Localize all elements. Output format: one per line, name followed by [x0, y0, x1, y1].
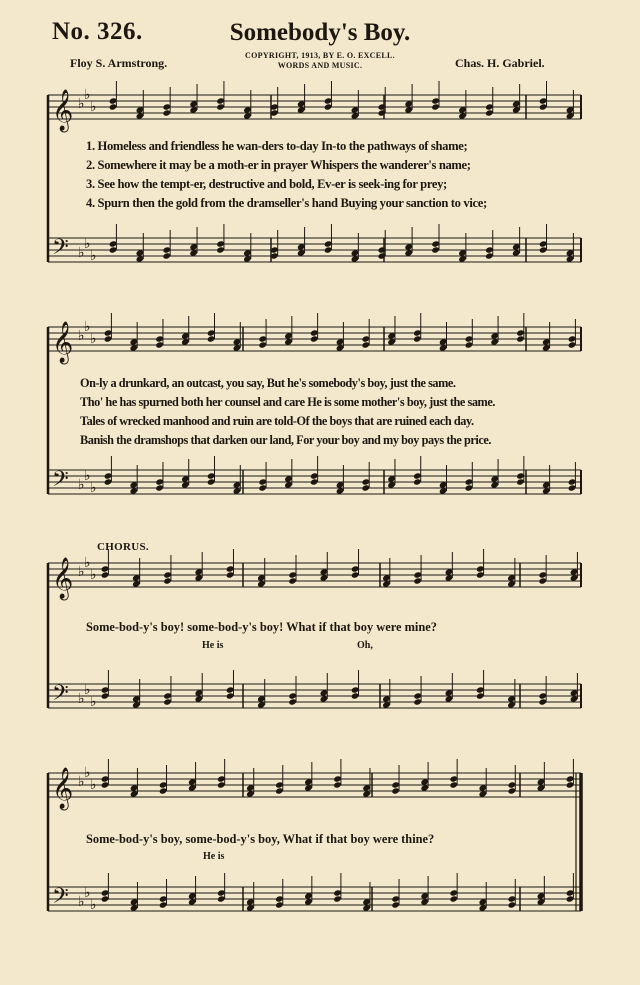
flat-sign: ♭: [84, 885, 91, 901]
flat-sign: ♭: [90, 897, 97, 913]
bass-cue-text: He is: [203, 851, 225, 862]
treble-clef: 𝄞: [52, 558, 74, 599]
flat-sign: ♭: [90, 248, 97, 264]
treble-clef: 𝄞: [52, 322, 74, 363]
flat-sign: ♭: [84, 87, 91, 103]
flat-sign: ♭: [84, 468, 91, 484]
flat-sign: ♭: [90, 331, 97, 347]
bass-clef: 𝄢: [52, 467, 69, 497]
chorus-line: Some-bod-y's boy, some-bod-y's boy, What if that boy were thine?: [86, 832, 435, 846]
verse-line: Banish the dramshops that darken our land, For your boy and my boy pays the price.: [80, 433, 491, 447]
flat-sign: ♭: [78, 96, 85, 112]
flat-sign: ♭: [78, 564, 85, 580]
lyricist-credit: Floy S. Armstrong.: [70, 56, 168, 70]
flat-sign: ♭: [84, 682, 91, 698]
flat-sign: ♭: [84, 319, 91, 335]
flat-sign: ♭: [78, 245, 85, 261]
verse-line: 1. Homeless and friendless he wan-ders to-day In-to the pathways of shame;: [86, 139, 468, 153]
chorus-line: Some-bod-y's boy! some-bod-y's boy! What if that boy were mine?: [86, 620, 437, 634]
flat-sign: ♭: [78, 477, 85, 493]
copyright-line: COPYRIGHT, 1913, BY E. O. EXCELL.: [245, 51, 395, 60]
treble-clef: 𝄞: [52, 768, 74, 809]
flat-sign: ♭: [78, 328, 85, 344]
verse-line: 4. Spurn then the gold from the dramseller's hand Buying your sanction to vice;: [86, 196, 487, 210]
bass-clef: 𝄢: [52, 235, 69, 265]
copyright-line: WORDS AND MUSIC.: [277, 61, 363, 70]
bass-clef: 𝄢: [52, 681, 69, 711]
verse-line: On-ly a drunkard, an outcast, you say, But he's somebody's boy, just the same.: [80, 376, 456, 390]
flat-sign: ♭: [84, 236, 91, 252]
verse-line: Tales of wrecked manhood and ruin are told-Of the boys that are ruined each day.: [80, 414, 474, 428]
bass-clef: 𝄢: [52, 884, 69, 914]
flat-sign: ♭: [90, 567, 97, 583]
treble-clef: 𝄞: [52, 90, 74, 131]
flat-sign: ♭: [90, 480, 97, 496]
flat-sign: ♭: [78, 691, 85, 707]
flat-sign: ♭: [90, 777, 97, 793]
bass-cue-text: He is: [202, 640, 224, 651]
flat-sign: ♭: [90, 99, 97, 115]
flat-sign: ♭: [84, 555, 91, 571]
verse-line: 2. Somewhere it may be a moth-er in prayer Whispers the wanderer's name;: [86, 158, 471, 172]
hymn-number: No. 326.: [52, 18, 143, 45]
hymn-title: Somebody's Boy.: [229, 19, 411, 46]
bass-cue-text: Oh,: [357, 640, 373, 651]
verse-line: 3. See how the tempt-er, destructive and bold, Ev-er is seek-ing for prey;: [86, 177, 447, 191]
composer-credit: Chas. H. Gabriel.: [455, 56, 545, 70]
flat-sign: ♭: [78, 774, 85, 790]
chorus-label: CHORUS.: [97, 541, 149, 553]
flat-sign: ♭: [78, 894, 85, 910]
verse-line: Tho' he has spurned both her counsel and care He is some mother's boy, just the same.: [80, 395, 495, 409]
flat-sign: ♭: [84, 765, 91, 781]
flat-sign: ♭: [90, 694, 97, 710]
